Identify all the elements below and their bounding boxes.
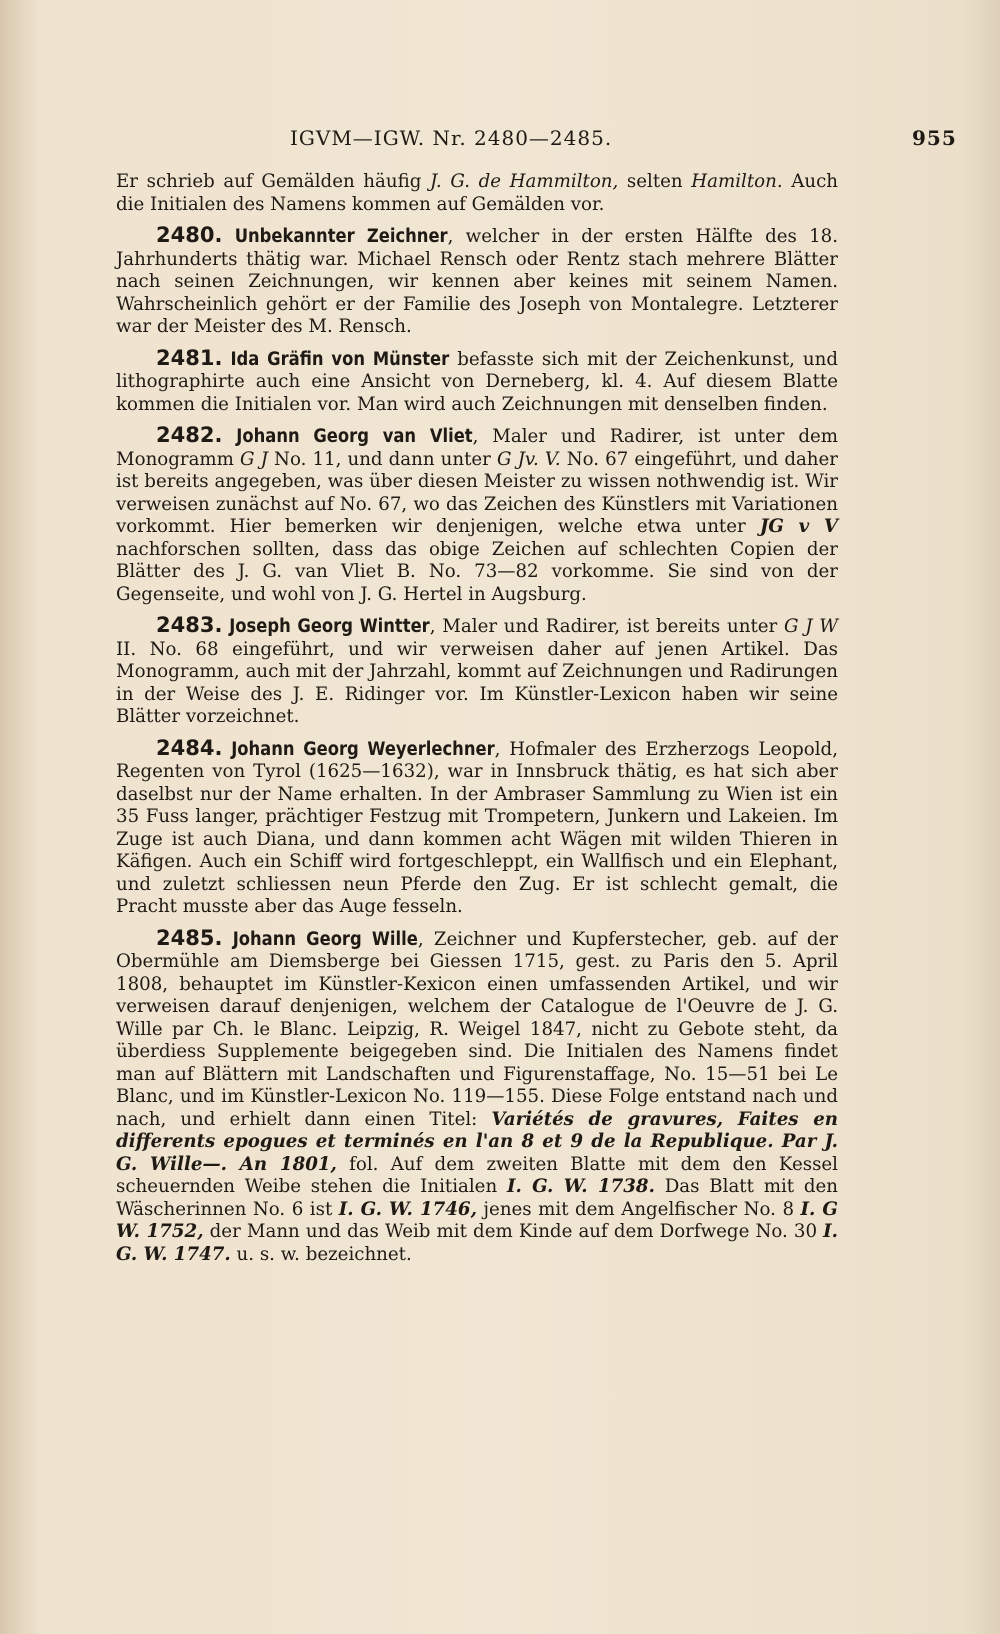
page-body: [116, 171, 838, 1266]
entry-name: Joseph Georg Wintter: [229, 616, 430, 637]
entry-name: Johann Georg Wille: [232, 928, 418, 950]
entry-name: Ida Gräfin von Münster: [230, 348, 450, 370]
page-number: 955: [912, 126, 957, 150]
entry-number: 2481.: [156, 345, 223, 370]
entry-2485: 2485. Johann Georg Wille, Zeichner und Kupferstecher, geb. auf der Obermühle am Diemsberge bei Giessen 1715, gest. zu Paris den 5. April 1808, behauptet im Künstler-Kexicon einen umfassenden Artikel, und wir verweisen darauf denjenigen, welchem der Catalogue de l'Oeuvre de J. G. Wille par Ch. le Blanc. Leipzig, R. Weigel 1847, nicht zu Gebote steht, da überdiess Supplemente beigegeben sind. Die Initialen des Namens findet man auf Blättern mit Landschaften und Figurenstaffage, No. 15—51 bei Le Blanc, und im Künstler-Lexicon No. 119—155. Diese Folge entstand nach und nach, und erhielt dann einen Titel: Variétés de gravures, Faites en differents epogues et terminés en l'an 8 et 9 de la Republique. Par J. G. Wille—. An 1801, fol. Auf dem zweiten Blatte mit dem den Kessel scheuernden Weibe stehen die Initialen I. G. W. 1738. Das Blatt mit den Wäscherinnen No. 6 ist I. G. W. 1746, jenes mit dem Angelfischer No. 8 I. G W. 1752, der Mann und das Weib mit dem Kinde auf dem Dorfwege No. 30 I. G. W. 1747. u. s. w. bezeichnet.: [116, 925, 839, 1265]
entry-2482: 2482. Johann Georg van Vliet, Maler und Radirer, ist unter dem Monogramm G J No. 11, und dann unter G Jv. V. No. 67 eingeführt, und daher ist bereits angegeben, was über diesen Meister zu wissen nothwendig ist. Wir verweisen zunächst auf No. 67, wo das Zeichen des Künstlers mit Variationen vorkommt. Hier bemerken wir denjenigen, welche etwa unter JG v V nachforschen sollten, dass das obige Zeichen auf schlechten Copien der Blätter des J. G. van Vliet B. No. 73—82 vorkomme. Sie sind von der Gegenseite, und wohl von J. G. Hertel in Augsburg.: [116, 423, 838, 605]
entry-name: Unbekannter Zeichner: [234, 226, 448, 247]
intro-paragraph: Er schrieb auf Gemälden häufig J. G. de Hammilton, selten Hamilton. Auch die Initialen des Namens kommen auf Gemälden vor.: [116, 171, 839, 215]
entry-number: 2483.: [156, 613, 223, 637]
entry-2481: 2481. Ida Gräfin von Münster befasste sich mit der Zeichenkunst, und lithographirte auch eine Ansicht von Derneberg, kl. 4. Auf diesem Blatte kommen die Initialen vor. Man wird auch Zeichnungen mit denselben finden.: [116, 345, 838, 415]
entry-name: Johann Georg Weyerlechner: [231, 738, 495, 760]
entry-number: 2480.: [156, 223, 223, 247]
running-title: IGVM—IGW. Nr. 2480—2485.: [290, 126, 613, 150]
entry-name: Johann Georg van Vliet: [236, 426, 473, 447]
entry-2484: 2484. Johann Georg Weyerlechner, Hofmaler des Erzherzogs Leopold, Regenten von Tyrol (1625—1632), war in Innsbruck thätig, es hat sich aber daselbst nur der Name erhalten. In der Ambraser Sammlung zu Wien ist ein 35 Fuss langer, prächtiger Festzug mit Trompetern, Junkern und Lakeien. Im Zuge ist auch Diana, und dann kommen acht Wägen mit wilden Thieren in Käfigen. Auch ein Schiff wird fortgeschleppt, ein Wallfisch und ein Elephant, und zuletzt schliessen neun Pferde den Zug. Er ist schlecht gemalt, die Pracht musste aber das Auge fesseln.: [116, 735, 838, 917]
running-header: [0, 126, 1000, 156]
entry-2483: 2483. Joseph Georg Wintter, Maler und Radirer, ist bereits unter G J W II. No. 68 eingeführt, und wir verweisen daher auf jenen Artikel. Das Monogramm, auch mit der Jahrzahl, kommt auf Zeichnungen und Radirungen in der Weise des J. E. Ridinger vor. Im Künstler-Lexicon haben wir seine Blätter vorzeichnet.: [116, 613, 838, 727]
entry-number: 2482.: [156, 423, 223, 447]
entry-2480: 2480. Unbekannter Zeichner, welcher in der ersten Hälfte des 18. Jahrhunderts thätig war. Michael Rensch oder Rentz stach mehrere Blätter nach seinen Zeichnungen, wir kennen aber keines mit seinem Namen. Wahrscheinlich gehört er der Familie des Joseph von Montalegre. Letzterer war der Meister des M. Rensch.: [116, 223, 839, 337]
entry-number: 2484.: [156, 735, 223, 760]
entry-number: 2485.: [156, 925, 223, 950]
